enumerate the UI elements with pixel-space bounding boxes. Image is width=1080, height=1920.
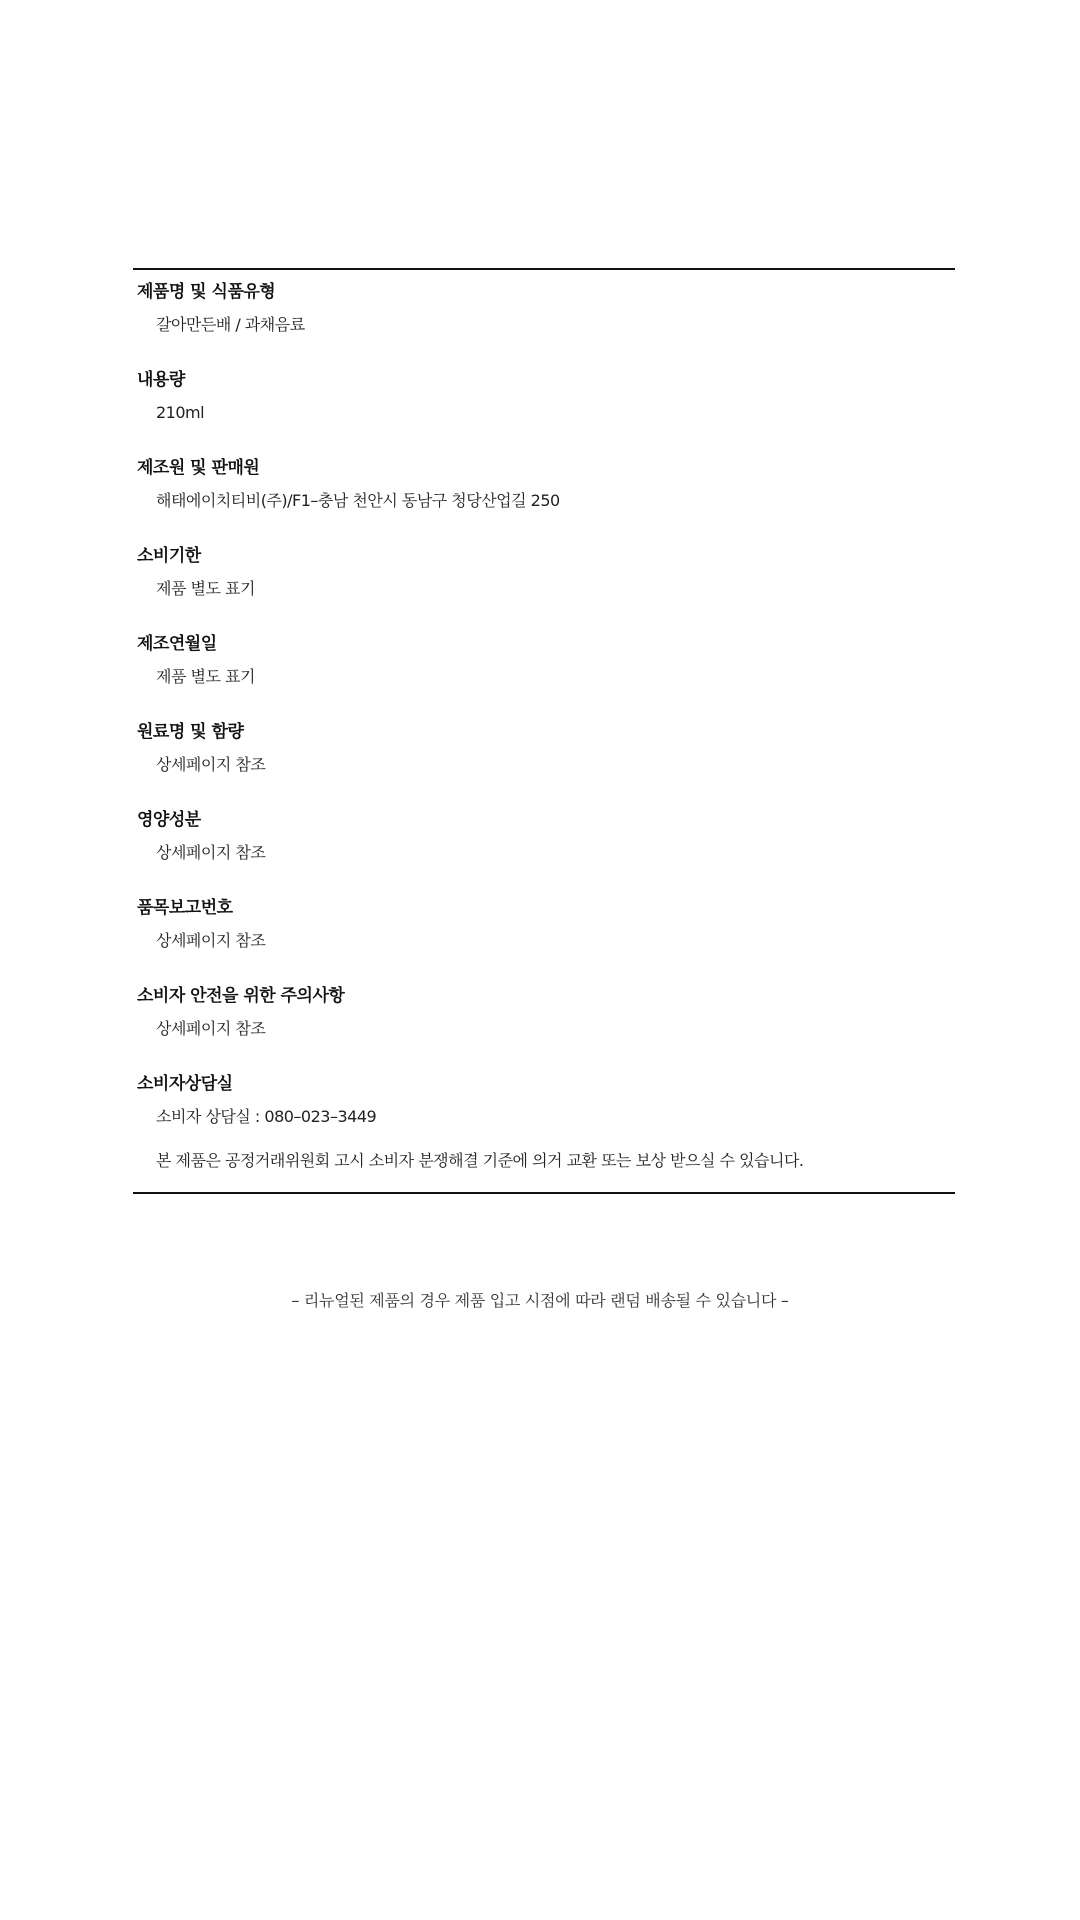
section-title: 원료명 및 함량 (137, 722, 244, 742)
info-section-manufacture-date (133, 626, 955, 714)
section-value: 갈아만든배 / 과채음료 (156, 315, 305, 334)
info-section-product-name (133, 274, 955, 362)
section-value: 소비자 상담실 : 080–023–3449 (156, 1107, 377, 1126)
product-info-table (133, 268, 955, 1194)
section-value: 상세페이지 참조 (156, 755, 266, 774)
section-title: 내용량 (137, 370, 185, 390)
info-section-consumer-center (133, 1066, 955, 1172)
section-value: 210ml (156, 403, 205, 422)
section-title: 품목보고번호 (137, 898, 233, 918)
section-title: 소비자상담실 (137, 1074, 233, 1094)
info-section-report-number (133, 890, 955, 978)
section-title: 영양성분 (137, 810, 201, 830)
section-value: 상세페이지 참조 (156, 1019, 266, 1038)
info-section-safety (133, 978, 955, 1066)
info-section-expiry (133, 538, 955, 626)
section-title: 제조연월일 (137, 634, 217, 654)
section-value: 제품 별도 표기 (156, 579, 255, 598)
section-title: 소비기한 (137, 546, 201, 566)
section-value: 해태에이치티비(주)/F1–충남 천안시 동남구 청당산업길 250 (156, 491, 560, 510)
section-title: 제조원 및 판매원 (137, 458, 260, 478)
info-section-nutrition (133, 802, 955, 890)
info-section-volume (133, 362, 955, 450)
info-section-ingredients (133, 714, 955, 802)
section-title: 소비자 안전을 위한 주의사항 (137, 986, 345, 1006)
footer-notice: – 리뉴얼된 제품의 경우 제품 입고 시점에 따라 랜덤 배송될 수 있습니다 – (291, 1291, 789, 1310)
section-title: 제품명 및 식품유형 (137, 282, 276, 302)
section-note: 본 제품은 공정거래위원회 고시 소비자 분쟁해결 기준에 의거 교환 또는 보상 받으실 수 있습니다. (156, 1151, 804, 1170)
section-value: 상세페이지 참조 (156, 843, 266, 862)
info-section-manufacturer (133, 450, 955, 538)
section-value: 상세페이지 참조 (156, 931, 266, 950)
section-value: 제품 별도 표기 (156, 667, 255, 686)
